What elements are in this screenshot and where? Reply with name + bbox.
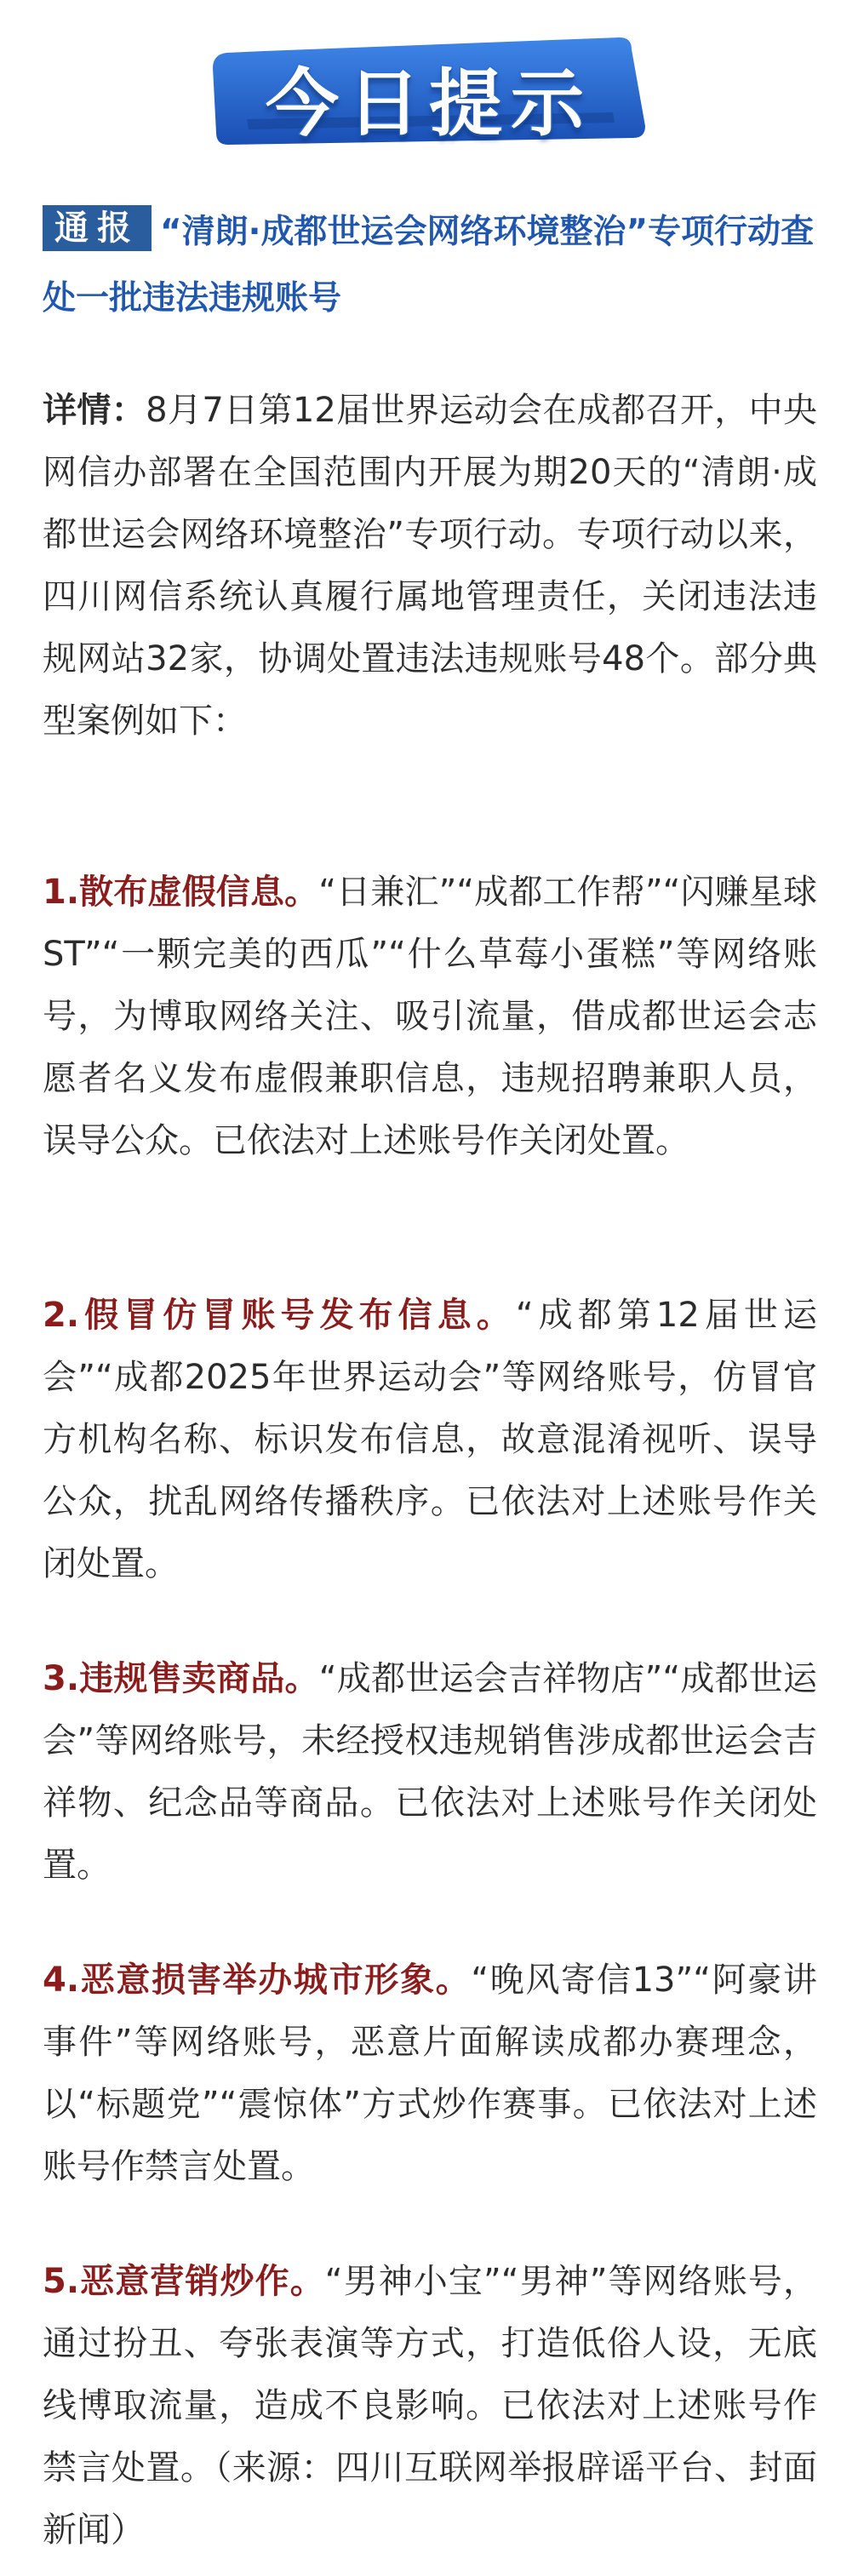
case-item: [43, 2251, 817, 2562]
case-item: [43, 1285, 817, 1595]
case-text: “日兼汇”“成都工作帮”“闪赚星球ST”“一颗完美的西瓜”“什么草莓小蛋糕”等网络账号，为博取网络关注、吸引流量，借成都世运会志愿者名义发布虚假兼职信息，违规招聘兼职人员，误导公众。已依法对上述账号作关闭处置。: [43, 873, 817, 1160]
banner-title: 今日提示: [266, 61, 592, 146]
case-item: [43, 1949, 817, 2198]
notice-headline: “清朗·成都世运会网络环境整治”专项行动查处一批违法违规账号: [43, 213, 815, 318]
header-banner: [0, 0, 858, 162]
details-text: 8月7日第12届世界运动会在成都召开，中央网信办部署在全国范围内开展为期20天的“清朗·成都世运会网络环境整治”专项行动。专项行动以来，四川网信系统认真履行属地管理责任，关闭违法违规网站32家，协调处置违法违规账号48个。部分典型案例如下：: [43, 391, 818, 741]
notice-headline-block: [43, 199, 817, 332]
notice-tag: 通报: [43, 205, 152, 251]
case-title: 4.恶意损害举办城市形象。: [43, 1961, 472, 2000]
details-paragraph: [43, 380, 817, 753]
details-label: 详情：: [43, 391, 146, 430]
case-title: 3.违规售卖商品。: [43, 1659, 319, 1698]
banner-title-box: [213, 34, 645, 145]
case-text: “晚风寄信13”“阿豪讲事件”等网络账号，恶意片面解读成都办赛理念，以“标题党”“震惊体”方式炒作赛事。已依法对上述账号作禁言处置。: [43, 1961, 817, 2186]
case-title: 1.散布虚假信息。: [43, 873, 319, 912]
case-item: [43, 1648, 817, 1897]
case-item: [43, 862, 817, 1172]
case-text: “成都第12届世运会”“成都2025年世界运动会”等网络账号，仿冒官方机构名称、标识发布信息，故意混淆视听、误导公众，扰乱网络传播秩序。已依法对上述账号作关闭处置。: [43, 1296, 818, 1583]
case-text: “男神小宝”“男神”等网络账号，通过扮丑、夸张表演等方式，打造低俗人设，无底线博取流量，造成不良影响。已依法对上述账号作禁言处置。（来源：四川互联网举报辟谣平台、封面新闻）: [43, 2262, 818, 2550]
case-title: 2.假冒仿冒账号发布信息。: [43, 1296, 516, 1335]
case-title: 5.恶意营销炒作。: [43, 2262, 325, 2301]
case-text: “成都世运会吉祥物店”“成都世运会”等网络账号，未经授权违规销售涉成都世运会吉祥物、纪念品等商品。已依法对上述账号作关闭处置。: [43, 1659, 818, 1885]
